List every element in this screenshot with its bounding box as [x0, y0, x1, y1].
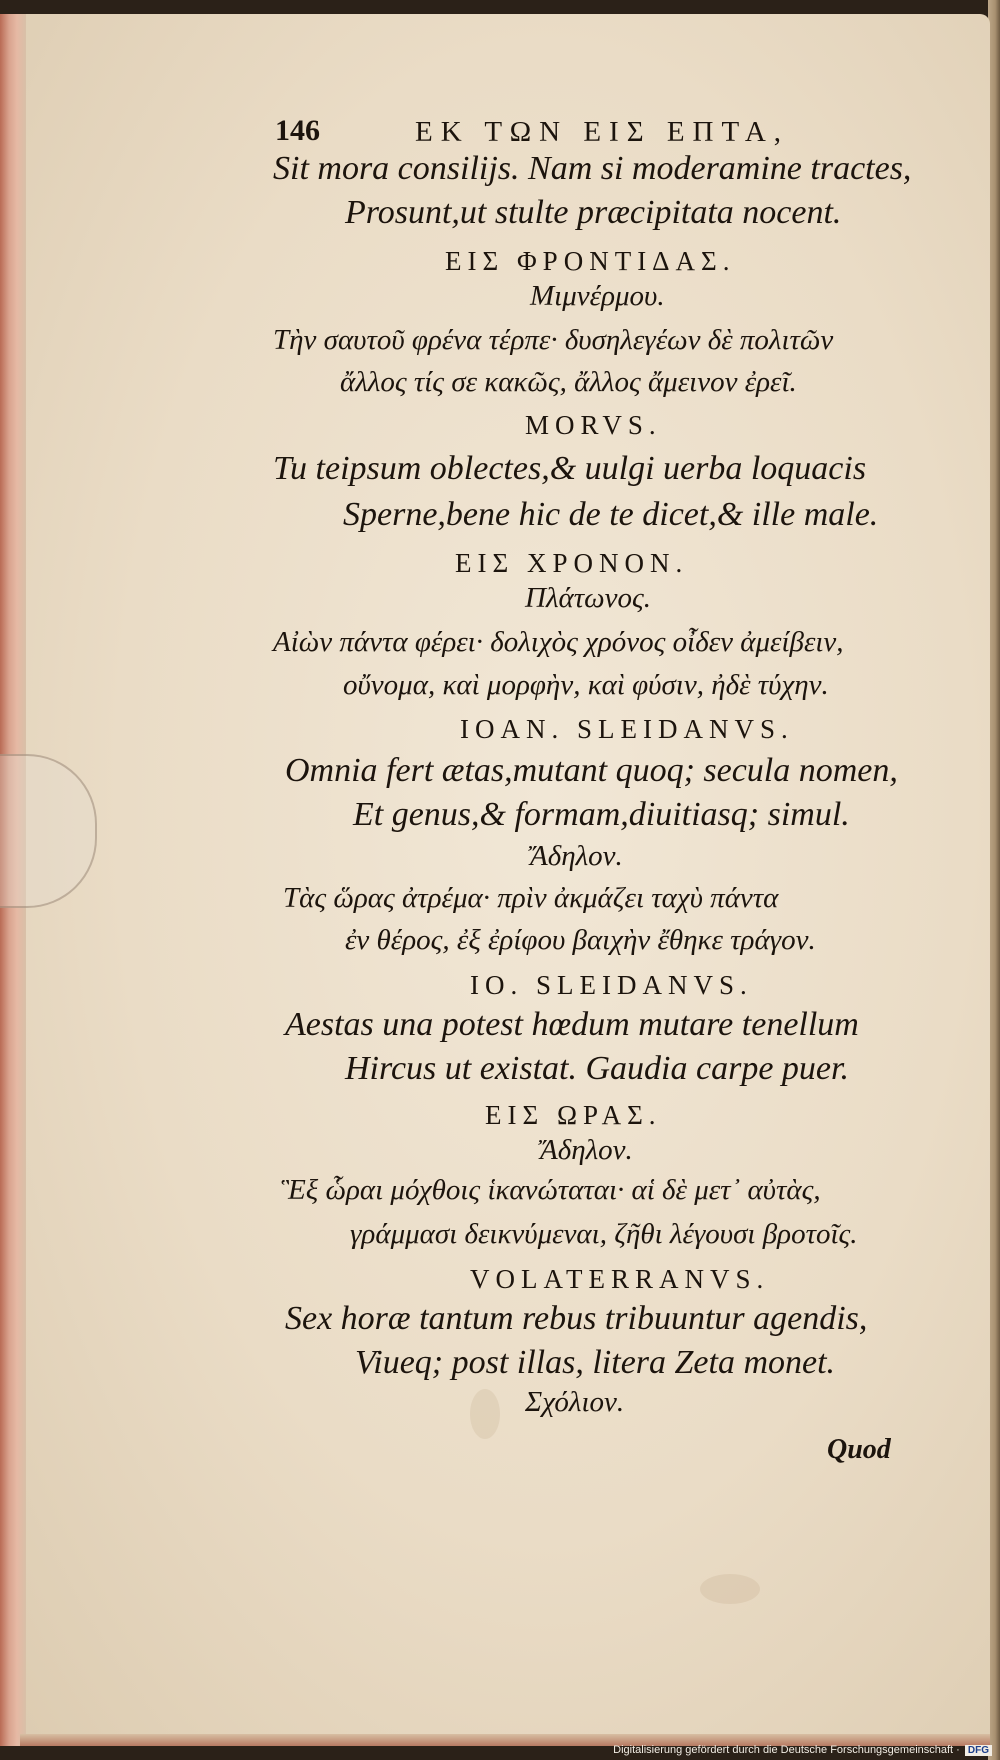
section-heading: ΕΙΣ ΩΡΑΣ. [485, 1100, 662, 1130]
text-line: Omnia fert ætas,mutant quoq; secula nomen, [285, 752, 898, 789]
text-line: Hircus ut existat. Gaudia carpe puer. [345, 1050, 849, 1087]
text-line: Et genus,& formam,diuitiasq; simul. [353, 796, 850, 833]
author-line: Ἄδηλον. [530, 840, 623, 872]
section-heading: ΕΙΣ ΦΡΟΝΤΙΔΑΣ. [445, 246, 736, 276]
text-line: ἐν θέρος, ἐξ ἐρίφου βαιχὴν ἔθηκε τράγον. [345, 924, 816, 956]
author-line: Πλάτωνος. [525, 582, 651, 614]
author-line: IO. SLEIDANVS. [470, 970, 753, 1000]
text-line: Αἰὼν πάντα φέρει· δολιχὸς χρόνος οἶδεν ἀμείβειν, [273, 626, 844, 658]
section-heading: ΕΙΣ ΧΡΟΝΟΝ. [455, 548, 689, 578]
text-line: Sex horæ tantum rebus tribuuntur agendis, [285, 1300, 868, 1337]
author-line: IOAN. SLEIDANVS. [460, 714, 794, 744]
text-line: Ἓξ ὧραι μόχθοις ἱκανώταται· αἱ δὲ μετ᾽ αὐτὰς, [281, 1174, 821, 1206]
paper-stain [700, 1574, 760, 1604]
catchword: Quod [827, 1434, 891, 1465]
text-line: ἄλλος τίς σε κακῶς, ἄλλος ἄμεινον ἐρεῖ. [340, 366, 797, 398]
digitization-credit [613, 1744, 992, 1756]
text-line: Aestas una potest hœdum mutare tenellum [285, 1006, 859, 1043]
author-line: MORVS. [525, 410, 662, 440]
author-line: Μιμνέρμου. [530, 280, 665, 312]
text-line: Τὰς ὥρας ἀτρέμα· πρὶν ἀκμάζει ταχὺ πάντα [283, 882, 779, 914]
paper-stain [470, 1389, 500, 1439]
text-line: Sperne,bene hic de te dicet,& ille male. [343, 496, 879, 533]
credit-text: Digitalisierung gefördert durch die Deutsche Forschungsgemeinschaft · [613, 1744, 960, 1756]
text-line: Viueq; post illas, litera Zeta monet. [355, 1344, 836, 1381]
author-line: Ἄδηλον. [540, 1134, 633, 1166]
author-line: Σχόλιον. [525, 1386, 625, 1418]
text-line: οὔνομα, καὶ μορφὴν, καὶ φύσιν, ἠδὲ τύχην. [343, 669, 829, 701]
page-number: 146 [275, 114, 320, 147]
text-line: Τὴν σαυτοῦ φρένα τέρπε· δυσηλεγέων δὲ πολιτῶν [273, 324, 834, 356]
text-line: Prosunt,ut stulte præcipitata nocent. [345, 194, 842, 231]
text-line: Sit mora consilijs. Nam si moderamine tractes, [273, 150, 912, 187]
text-line: Tu teipsum oblectes,& uulgi uerba loquacis [273, 450, 867, 487]
running-head: ΕΚ ΤΩΝ ΕΙΣ ΕΠΤΑ, [415, 116, 790, 148]
dfg-logo: DFG [965, 1745, 992, 1756]
text-line: γράμμασι δεικνύμεναι, ζῆθι λέγουσι βροτοῖς. [350, 1218, 858, 1250]
author-line: VOLATERRANVS. [470, 1264, 770, 1294]
thumb-shadow [0, 754, 97, 908]
